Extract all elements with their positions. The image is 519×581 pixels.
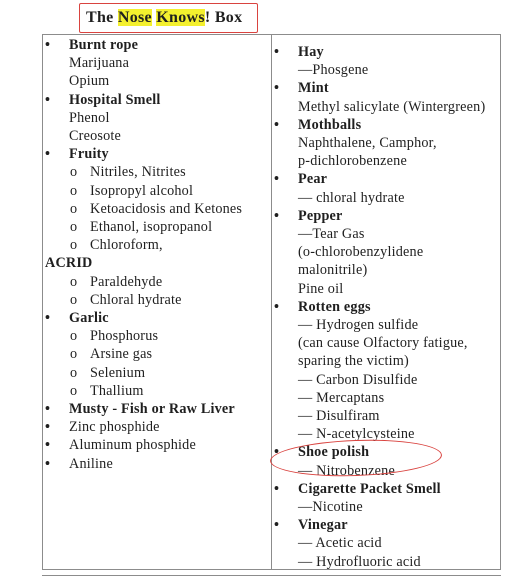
left-row: [44, 91, 271, 109]
right-row-text: Methyl salicylate (Wintergreen): [298, 98, 486, 115]
left-row: [44, 72, 271, 90]
sub-bullet-marker: o: [70, 346, 78, 363]
sub-bullet-marker: o: [70, 164, 78, 181]
left-row-text: Aluminum phosphide: [69, 437, 196, 454]
right-row: [273, 352, 519, 370]
sub-bullet-marker: o: [70, 273, 78, 290]
title-text-start: The: [86, 9, 118, 26]
left-row: [44, 163, 271, 181]
right-row: [273, 189, 519, 207]
right-row: [273, 371, 519, 389]
left-row: [44, 309, 271, 327]
title-text-end: ! Box: [204, 9, 243, 26]
left-row-text: Creosote: [69, 128, 122, 145]
left-row: [44, 254, 271, 272]
left-row-text: Phosphorus: [90, 328, 159, 345]
right-row: [273, 534, 519, 552]
bullet-marker: •: [45, 37, 51, 53]
left-row-text: Chloral hydrate: [90, 291, 182, 308]
sub-bullet-marker: o: [70, 219, 78, 236]
column-divider: [271, 34, 272, 570]
right-row-text: Hay: [298, 44, 324, 60]
right-row-text: —Phosgene: [298, 62, 369, 79]
right-row-text: Cigarette Packet Smell: [298, 480, 441, 497]
right-row-text: Pine oil: [298, 280, 344, 297]
right-row: [273, 134, 519, 152]
left-row-text: Aniline: [69, 455, 113, 472]
right-row-text: Shoe polish: [298, 444, 370, 461]
left-row: [44, 455, 271, 473]
left-row-text: Paraldehyde: [90, 273, 163, 290]
right-row: [273, 334, 519, 352]
left-row: [44, 291, 271, 309]
right-row-text: — Hydrogen sulfide: [298, 317, 419, 334]
right-row-text: — Mercaptans: [298, 389, 385, 406]
bullet-marker: •: [274, 207, 280, 224]
right-row: [273, 43, 519, 61]
bullet-marker: •: [45, 437, 51, 454]
left-row-text: Arsine gas: [90, 346, 153, 363]
right-row-text: Naphthalene, Camphor,: [298, 135, 437, 152]
left-row: [44, 273, 271, 291]
left-row: [44, 127, 271, 145]
right-row-text: —Nicotine: [298, 499, 363, 516]
sub-bullet-marker: o: [70, 291, 78, 308]
bullet-marker: •: [45, 146, 51, 163]
right-row-text: — Hydrofluoric acid: [298, 553, 421, 570]
bullet-marker: •: [274, 116, 280, 133]
left-row-text: Garlic: [69, 310, 109, 327]
left-row-text: Opium: [69, 73, 110, 90]
left-row-text: Isopropyl alcohol: [90, 182, 194, 199]
bottom-rule: [42, 575, 501, 576]
left-row-text: Chloroform,: [90, 237, 163, 254]
right-row: [273, 261, 519, 279]
left-row-text: Selenium: [90, 364, 146, 381]
right-row: [273, 170, 519, 188]
right-row: [273, 407, 519, 425]
right-row: [273, 516, 519, 534]
left-row-text: Hospital Smell: [69, 91, 161, 108]
right-row: [273, 152, 519, 170]
right-row: [273, 207, 519, 225]
left-row-text: ACRID: [45, 255, 93, 272]
left-row-text: Musty - Fish or Raw Liver: [69, 401, 235, 418]
bullet-marker: •: [45, 91, 51, 108]
right-row-text: — Carbon Disulfide: [298, 371, 418, 388]
left-row-text: Thallium: [90, 382, 144, 399]
right-row-text: malonitrile): [298, 262, 368, 279]
right-row-text: sparing the victim): [298, 353, 409, 370]
left-row-text: Ketoacidosis and Ketones: [90, 200, 243, 217]
left-row: [44, 236, 271, 254]
right-row: [273, 480, 519, 498]
sub-bullet-marker: o: [70, 364, 78, 381]
left-row-text: Phenol: [69, 109, 110, 126]
right-row: [273, 98, 519, 116]
right-row: [273, 225, 519, 243]
sub-bullet-marker: o: [70, 382, 78, 399]
right-row-text: — Acetic acid: [298, 535, 382, 552]
right-column: [273, 43, 519, 571]
right-row-text: (o-chlorobenzylidene: [298, 244, 424, 261]
left-column: [44, 36, 271, 473]
right-row-text: Mint: [298, 80, 329, 97]
left-row: [44, 436, 271, 454]
sub-bullet-marker: o: [70, 237, 78, 254]
left-row: [44, 182, 271, 200]
right-row-text: Pear: [298, 171, 328, 188]
bullet-marker: •: [45, 310, 51, 327]
right-row-text: — chloral hydrate: [298, 189, 405, 206]
left-row-text: Burnt rope: [69, 37, 139, 53]
right-row-text: — Disulfiram: [298, 408, 380, 425]
sub-bullet-marker: o: [70, 328, 78, 345]
left-row: [44, 36, 271, 54]
bullet-marker: •: [274, 44, 280, 60]
right-row: [273, 61, 519, 79]
bullet-marker: •: [274, 444, 280, 461]
bullet-marker: •: [45, 401, 51, 418]
right-row-text: — N-acetylcysteine: [298, 426, 415, 443]
right-row-text: — Nitrobenzene: [298, 462, 395, 479]
right-row: [273, 298, 519, 316]
right-row: [273, 553, 519, 571]
left-row-text: Zinc phosphide: [69, 419, 160, 436]
title-highlight-nose: Nose: [117, 9, 152, 26]
left-row-text: Nitriles, Nitrites: [90, 164, 186, 181]
left-row: [44, 364, 271, 382]
right-row-text: (can cause Olfactory fatigue,: [298, 335, 468, 352]
left-row: [44, 200, 271, 218]
left-row: [44, 418, 271, 436]
right-row: [273, 79, 519, 97]
right-row-text: Rotten eggs: [298, 298, 371, 315]
right-row: [273, 280, 519, 298]
bullet-marker: •: [274, 480, 280, 497]
right-row-text: Vinegar: [298, 517, 348, 534]
bullet-marker: •: [45, 419, 51, 436]
bullet-marker: •: [274, 171, 280, 188]
page-title: [79, 3, 258, 33]
left-row: [44, 109, 271, 127]
bullet-marker: •: [274, 80, 280, 97]
left-row-text: Fruity: [69, 146, 109, 163]
title-highlight-knows: Knows: [156, 9, 205, 26]
left-row: [44, 327, 271, 345]
right-row: [273, 498, 519, 516]
right-row-text: Mothballs: [298, 116, 362, 133]
right-row-text: Pepper: [298, 207, 343, 224]
right-row: [273, 389, 519, 407]
left-row-text: Marijuana: [69, 55, 130, 72]
right-row: [273, 243, 519, 261]
left-row: [44, 400, 271, 418]
left-row-text: Ethanol, isopropanol: [90, 219, 213, 236]
left-row: [44, 145, 271, 163]
bullet-marker: •: [274, 298, 280, 315]
right-row: [273, 316, 519, 334]
bullet-marker: •: [274, 517, 280, 534]
bullet-marker: •: [45, 455, 51, 472]
left-row: [44, 345, 271, 363]
sub-bullet-marker: o: [70, 200, 78, 217]
left-row: [44, 382, 271, 400]
right-row-text: p-dichlorobenzene: [298, 153, 407, 170]
left-row: [44, 218, 271, 236]
left-row: [44, 54, 271, 72]
right-row-text: —Tear Gas: [298, 226, 365, 243]
sub-bullet-marker: o: [70, 182, 78, 199]
right-row: [273, 116, 519, 134]
